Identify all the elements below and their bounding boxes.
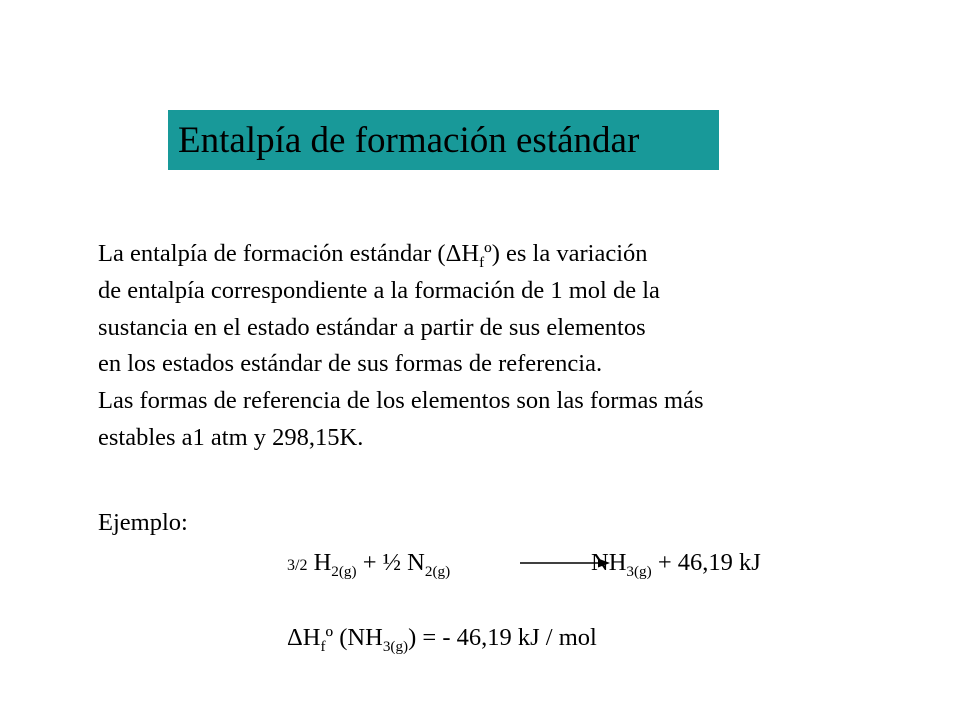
- definition-line-3: sustancia en el estado estándar a partir de sus elementos: [98, 313, 646, 341]
- slide-title: Entalpía de formación estándar: [178, 120, 640, 161]
- definition-line-6: estables a1 atm y 298,15K.: [98, 423, 364, 451]
- slide-title-box: [168, 110, 719, 170]
- delta-symbol: Δ: [445, 240, 462, 267]
- example-label: Ejemplo:: [98, 509, 188, 536]
- definition-line-1: La entalpía de formación estándar $(\Delta H_fº)$ es la variación: [98, 240, 648, 271]
- delta-symbol: Δ: [287, 624, 303, 651]
- reaction-reactants: 3/2 $H_{2(g)}$ + ½ $N_{2(g)}$: [287, 549, 451, 580]
- reaction-coefficient: 3/2: [287, 557, 308, 574]
- definition-line-4: en los estados estándar de sus formas de referencia.: [98, 350, 603, 378]
- reaction-products: $NH_{3(g)} + 46,19$ kJ: [591, 549, 761, 580]
- definition-line-5: Las formas de referencia de los elementos son las formas más: [98, 387, 704, 415]
- enthalpy-result: $\Delta H_fº$ $(NH_{3(g)})$ = - 46,19 kJ / mol: [287, 624, 597, 655]
- definition-paragraph: [98, 236, 918, 457]
- definition-line-2: de entalpía correspondiente a la formación de 1 mol de la: [98, 276, 660, 304]
- reaction-equation: [287, 543, 847, 583]
